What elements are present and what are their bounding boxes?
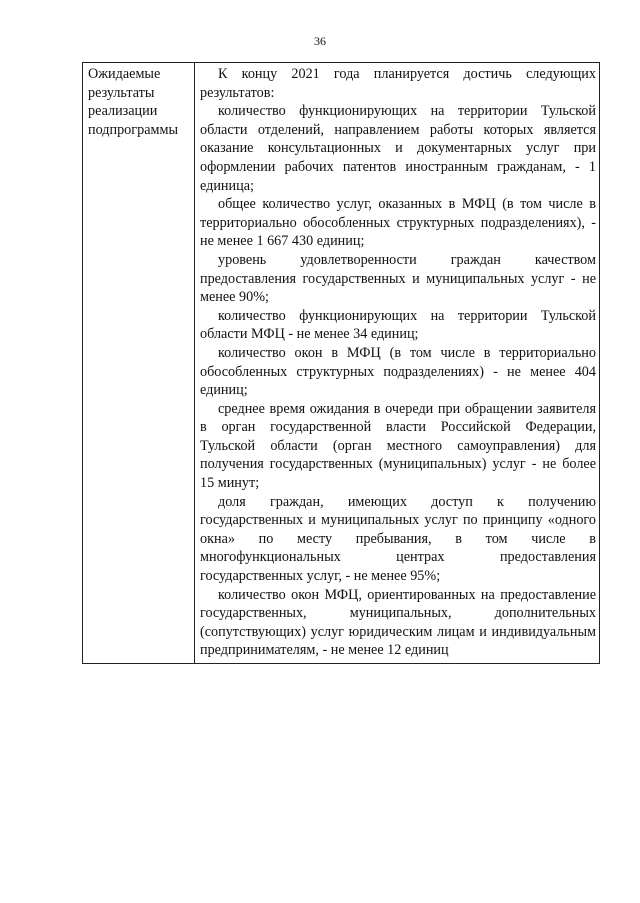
result-item-business-windows: количество окон МФЦ, ориентированных на предоставление государственных, муниципальных, дополнительных (сопутствующих) услуг юридическим лицам и индивидуальным предпринимателям, - не менее 12 единиц xyxy=(200,586,596,659)
result-item-mfc-count: количество функционирующих на территории Тульской области МФЦ - не менее 34 единиц; xyxy=(200,307,596,343)
results-table xyxy=(82,62,600,664)
result-item-one-window-access: доля граждан, имеющих доступ к получению государственных и муниципальных услуг по принципу «одного окна» по месту пребывания, в том числе в многофункциональных центрах предоставления государственных услуг, - не менее 95%; xyxy=(200,493,596,585)
result-item-waiting-time: среднее время ожидания в очереди при обращении заявителя в орган государственной власти Российской Федерации, Тульской области (орган местного самоуправления) для получения государственных (муниципальных) услуг - не более 15 минут; xyxy=(200,400,596,492)
row-content-cell xyxy=(195,63,600,664)
intro-paragraph: К концу 2021 года планируется достичь следующих результатов: xyxy=(200,66,596,101)
page-number: 36 xyxy=(314,34,326,48)
row-label-cell xyxy=(83,63,195,664)
result-item-patent-offices: количество функционирующих на территории Тульской области отделений, направлением работы которых является оказание консультационных и документарных услуг при оформлении рабочих патентов иностранным гражданам, - 1 единица; xyxy=(200,103,596,194)
result-item-total-services: общее количество услуг, оказанных в МФЦ (в том числе в территориально обособленных структурных подразделениях), - не менее 1 667 430 единиц; xyxy=(200,196,596,250)
row-label: Ожидаемые результаты реализации подпрограммы xyxy=(88,66,178,138)
table-row xyxy=(83,63,600,664)
result-item-windows-count: количество окон в МФЦ (в том числе в территориально обособленных структурных подразделениях) - не менее 404 единиц; xyxy=(200,344,596,399)
result-item-satisfaction: уровень удовлетворенности граждан качеством предоставления государственных и муниципальных услуг - не менее 90%; xyxy=(200,251,596,306)
